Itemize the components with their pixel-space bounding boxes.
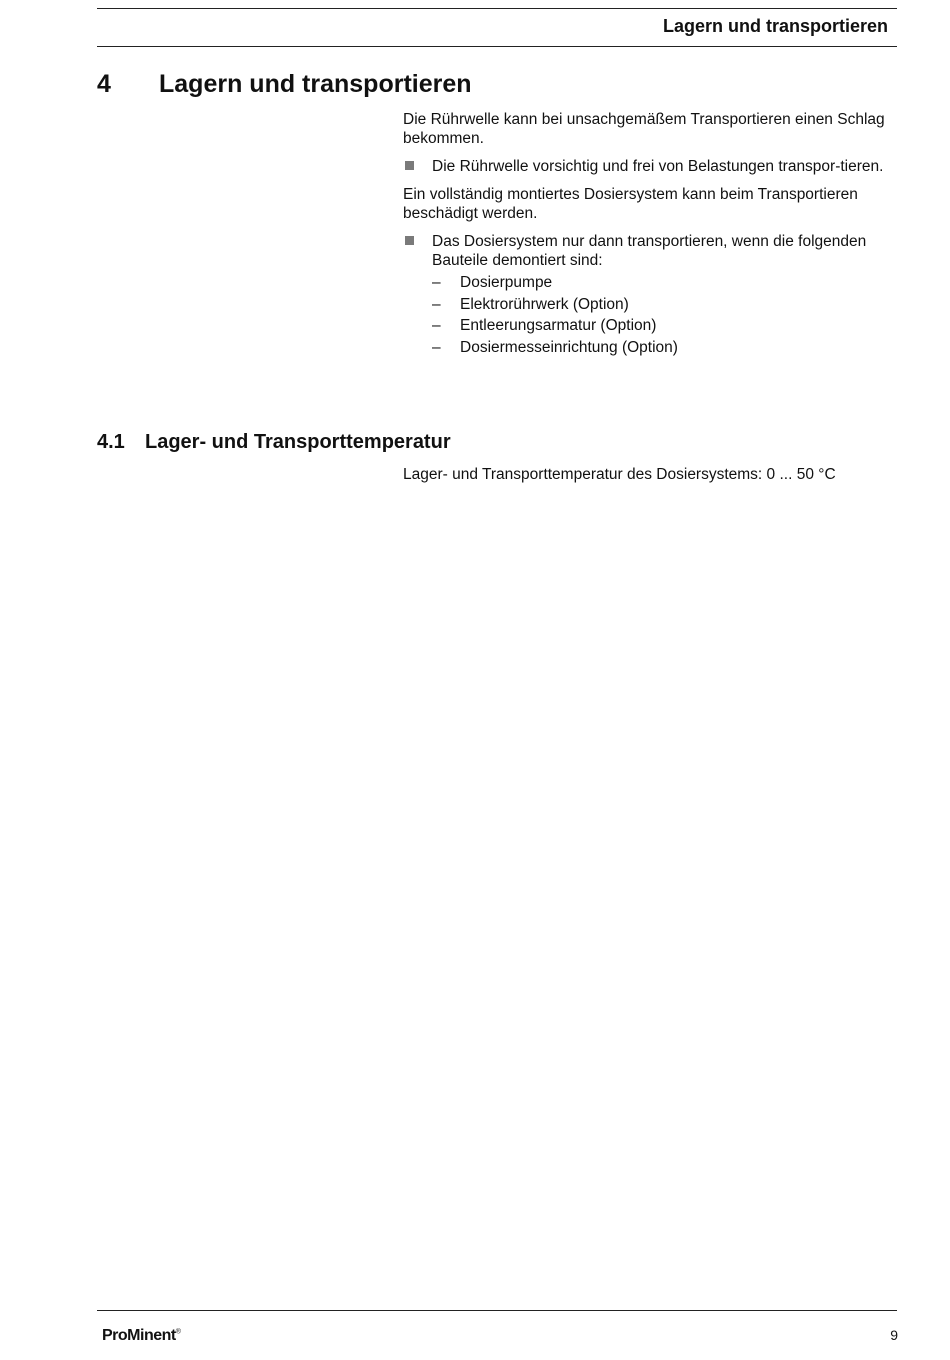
- dash-icon: –: [432, 295, 441, 313]
- paragraph-intro-1: Die Rührwelle kann bei unsachgemäßem Transportieren einen Schlag bekommen.: [403, 111, 885, 147]
- page-number: 9: [890, 1327, 898, 1343]
- chapter-heading: [97, 70, 472, 99]
- component-label: Entleerungsarmatur (Option): [460, 317, 657, 334]
- footer-rule: [97, 1310, 897, 1311]
- square-bullet-icon: [405, 161, 414, 170]
- dash-icon: –: [432, 274, 441, 291]
- bullet-text-2: Das Dosiersystem nur dann transportieren, wenn die folgenden Bauteile demontiert sind:: [432, 233, 867, 269]
- temperature-text: Lager- und Transporttemperatur des Dosiersystems: 0 ... 50 °C: [403, 466, 836, 483]
- list-item: [432, 294, 903, 316]
- prominent-logo: [102, 1327, 180, 1345]
- bullet-item-2: [403, 232, 903, 358]
- section-number: 4.1: [97, 431, 125, 453]
- component-label: Dosierpumpe: [460, 274, 553, 291]
- bullet-item-1: [403, 157, 903, 176]
- header-rule-top: [97, 8, 897, 9]
- chapter-number: 4: [97, 70, 111, 98]
- section-heading: [97, 431, 451, 454]
- registered-mark: ®: [175, 1328, 181, 1336]
- component-label: Elektrorührwerk (Option): [460, 295, 629, 313]
- dash-icon: –: [432, 317, 441, 334]
- chapter-title: Lagern und transportieren: [159, 70, 472, 98]
- section-title: Lager- und Transporttemperatur: [145, 431, 451, 453]
- component-list: [432, 272, 903, 358]
- square-bullet-icon: [405, 236, 414, 245]
- component-label: Dosiermesseinrichtung (Option): [460, 338, 678, 356]
- paragraph-intro-2: Ein vollständig montiertes Dosiersystem kann beim Transportieren beschädigt werden.: [403, 186, 858, 222]
- list-item: [432, 337, 903, 359]
- section-body: [403, 465, 903, 493]
- running-head: Lagern und transportieren: [662, 16, 888, 36]
- list-item: [432, 272, 903, 294]
- chapter-body: [403, 110, 903, 367]
- header-rule-bottom: [97, 46, 897, 47]
- logo-text: ProMinent: [102, 1327, 176, 1344]
- bullet-text-1: Die Rührwelle vorsichtig und frei von Belastungen transpor-tieren.: [432, 158, 884, 175]
- list-item: [432, 315, 903, 337]
- dash-icon: –: [432, 338, 441, 356]
